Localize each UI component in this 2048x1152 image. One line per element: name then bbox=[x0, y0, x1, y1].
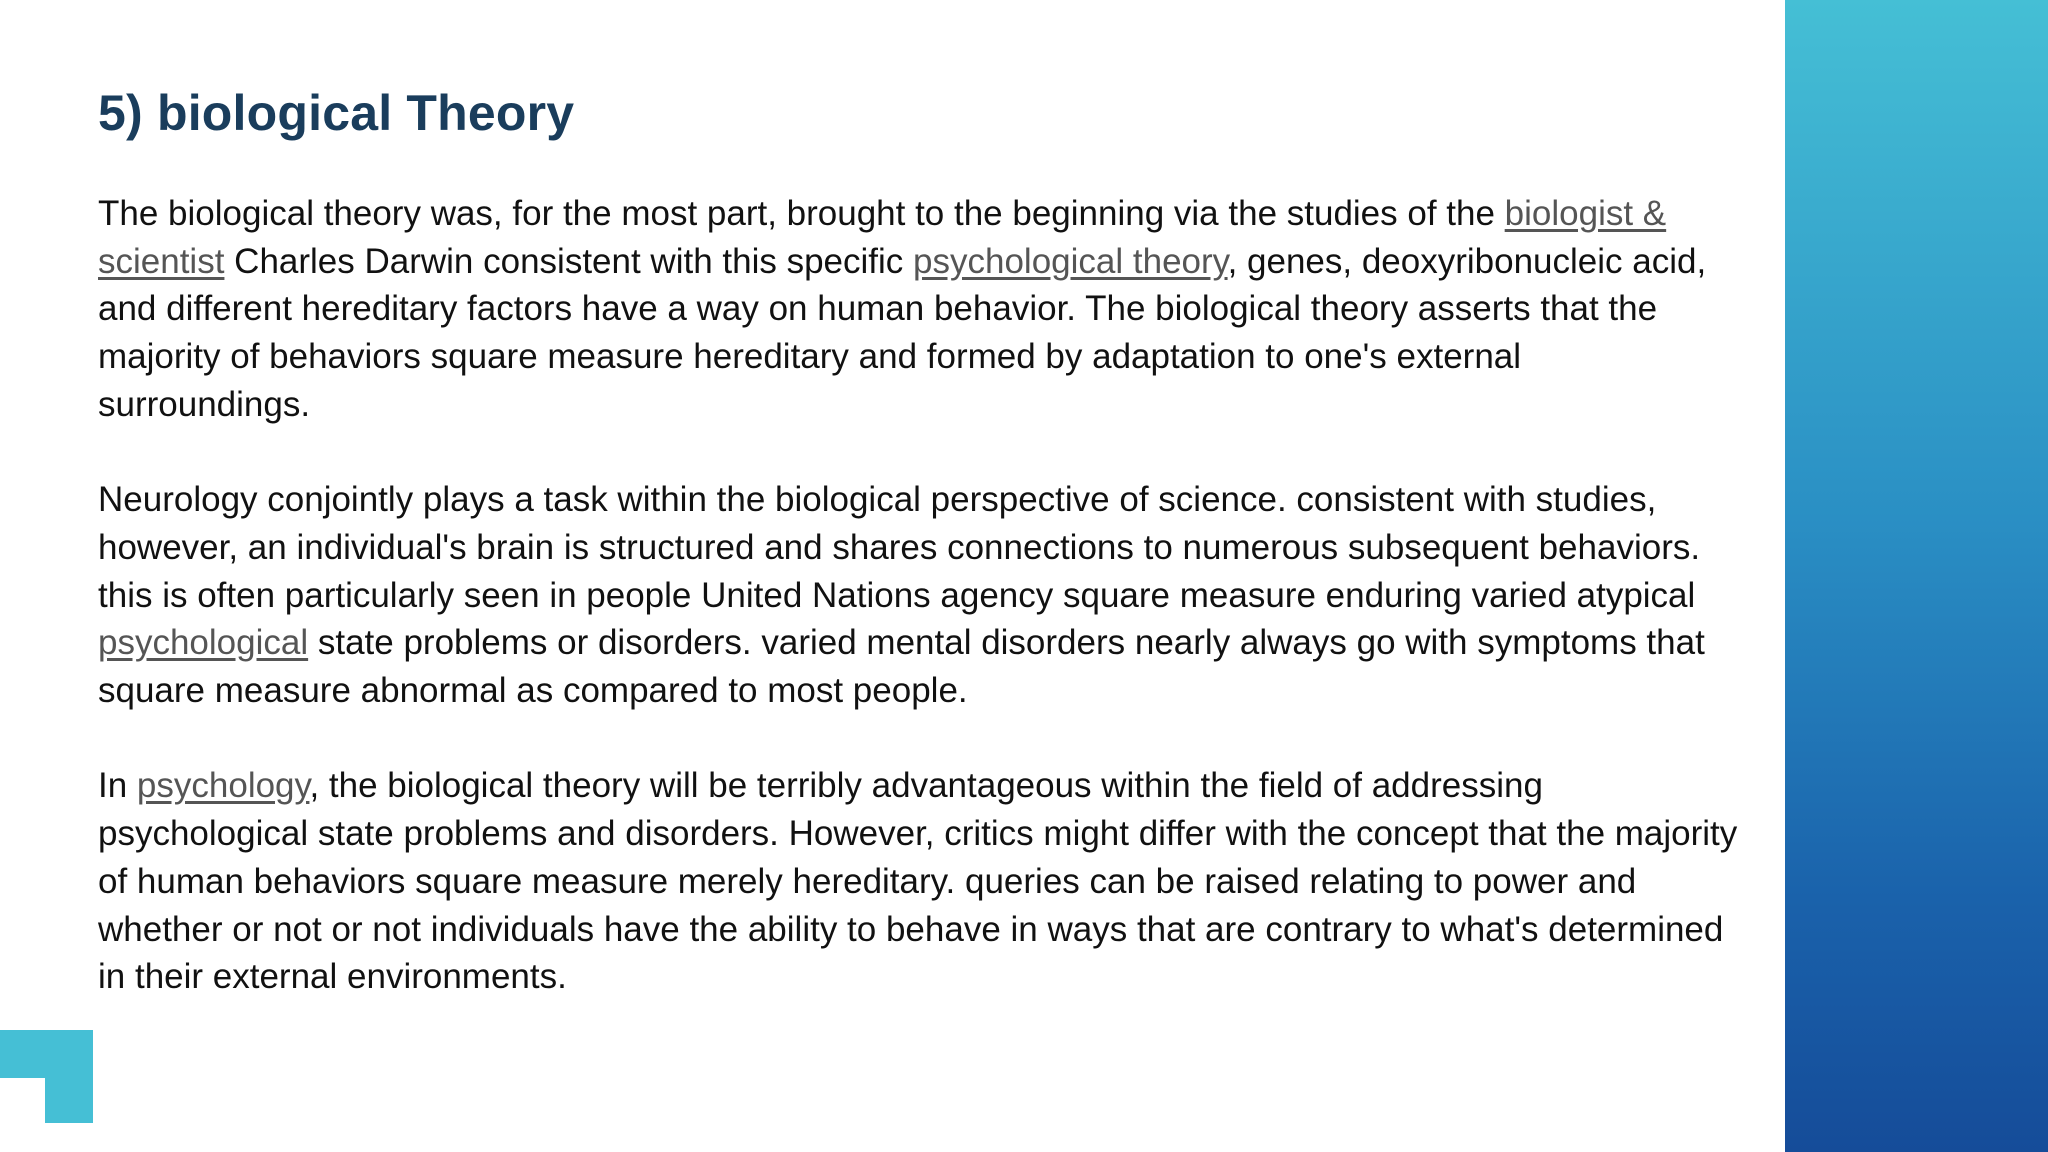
corner-accent-top bbox=[0, 1030, 93, 1078]
paragraph-2-text-b: state problems or disorders. varied mental disorders nearly always go with symptoms that square measure abnormal as compared to most people. bbox=[98, 623, 1705, 711]
paragraph-2 bbox=[98, 476, 1738, 715]
paragraph-1-text-a: The biological theory was, for the most part, brought to the beginning via the studies of the bbox=[98, 194, 1505, 233]
paragraph-2-text-a: Neurology conjointly plays a task within the biological perspective of science. consistent with studies, however, an individual's brain is structured and shares connections to numerous subsequent behaviors. this is often particularly seen in people United Nations agency square measure enduring varied atypical bbox=[98, 480, 1701, 615]
slide-title: 5) biological Theory bbox=[98, 85, 575, 141]
corner-accent-shape bbox=[0, 1030, 93, 1123]
slide-body bbox=[98, 190, 1738, 1049]
paragraph-1 bbox=[98, 190, 1738, 429]
paragraph-3 bbox=[98, 762, 1738, 1001]
link-biologist-scientist[interactable]: biologist & scientist bbox=[98, 194, 1667, 281]
link-psychology[interactable]: psychology bbox=[136, 766, 310, 806]
link-psychological[interactable]: psychological bbox=[98, 623, 309, 663]
paragraph-3-text-b: , the biological theory will be terribly advantageous within the field of addressing psychological state problems and disorders. However, critics might differ with the concept that the majority of human behaviors square measure merely hereditary. queries can be raised relating to power and whether or not or not individuals have the ability to behave in ways that are contrary to what's determined in their external environments. bbox=[98, 766, 1738, 997]
paragraph-1-text-b: Charles Darwin consistent with this specific bbox=[224, 241, 914, 281]
link-psychological-theory[interactable]: psychological theory bbox=[913, 241, 1228, 281]
paragraph-3-text-a: In bbox=[98, 766, 137, 806]
paragraph-1-text-c: , genes, deoxyribonucleic acid, and different hereditary factors have a way on human behavior. The biological theory asserts that the majority of behaviors square measure hereditary and formed by adaptation to one's external surroundings. bbox=[98, 241, 1707, 424]
corner-accent-bottom bbox=[45, 1078, 93, 1123]
right-gradient-band bbox=[1785, 0, 2048, 1152]
